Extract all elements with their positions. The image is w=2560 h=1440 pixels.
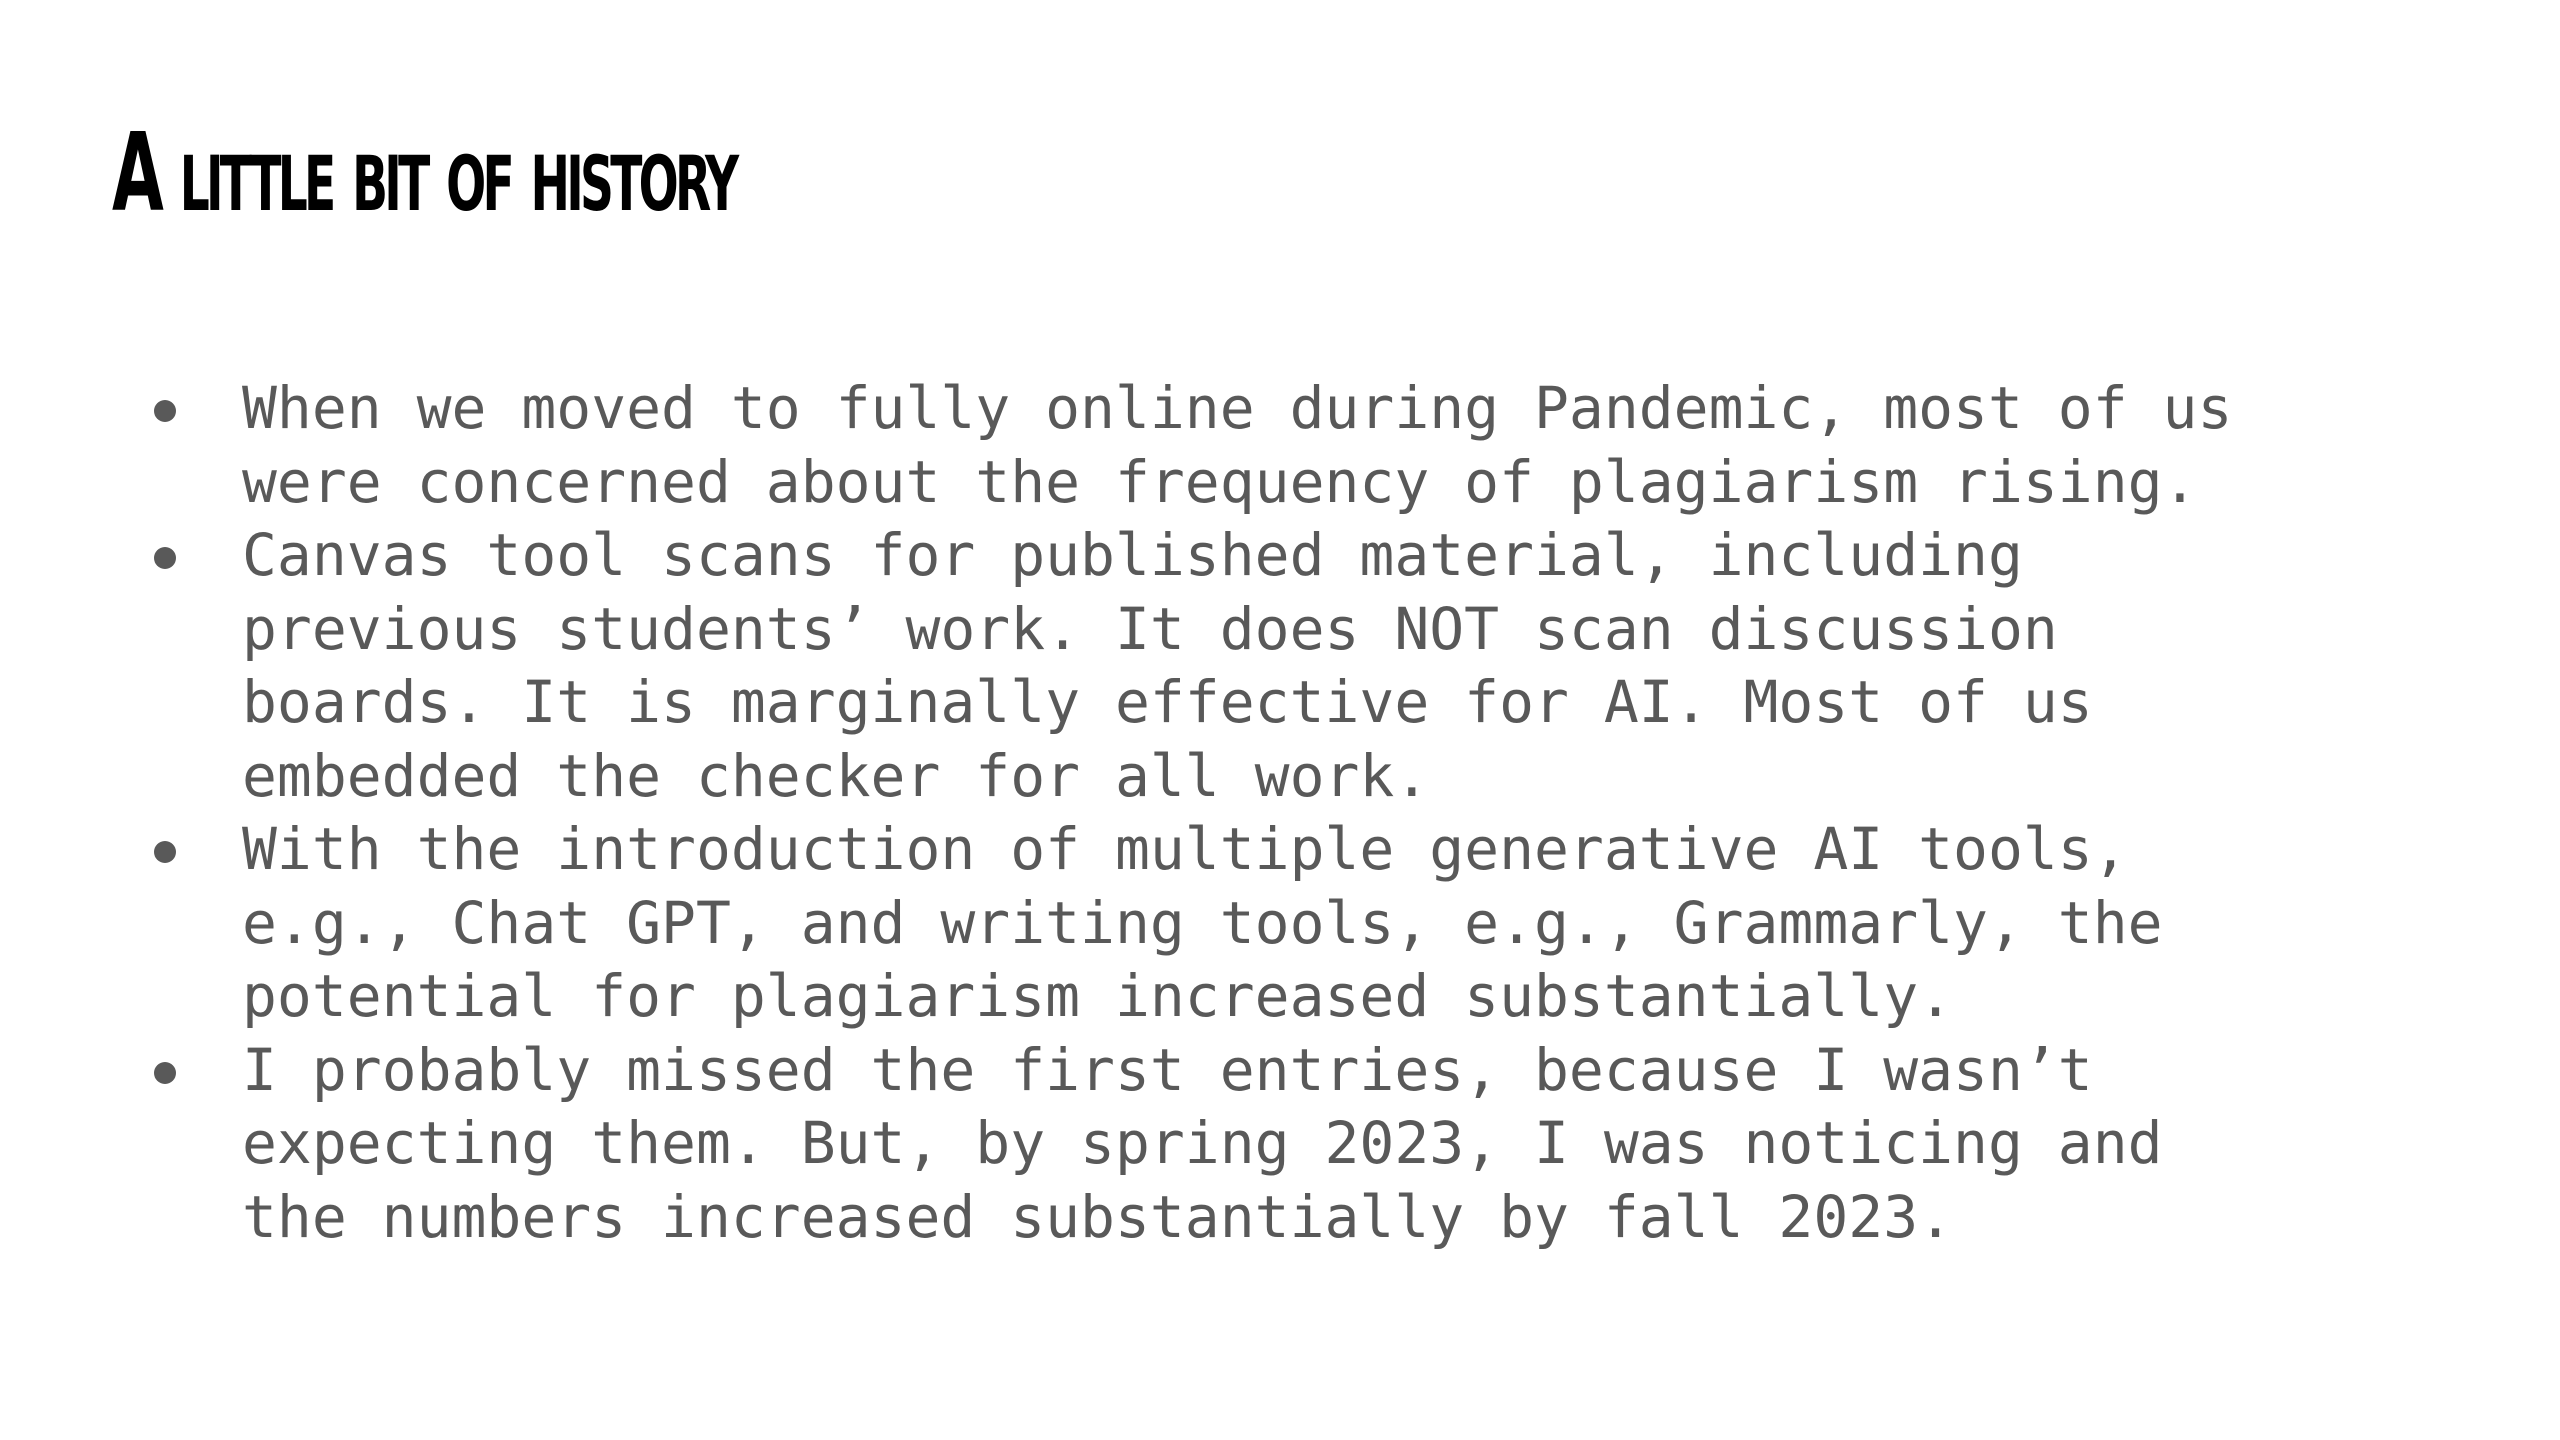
bullet-line: boards. It is marginally effective for AI. Most of us — [242, 668, 2093, 736]
bullet-item — [140, 813, 2460, 1034]
bullet-line: expecting them. But, by spring 2023, I was noticing and — [242, 1109, 2163, 1177]
bullet-dot-icon — [154, 841, 176, 863]
bullet-list — [140, 372, 2460, 1254]
bullet-line: were concerned about the frequency of plagiarism rising. — [242, 447, 2198, 516]
bullet-line: Canvas tool scans for published material, including — [242, 521, 2023, 589]
bullet-line: previous students’ work. It does NOT scan discussion — [242, 594, 2058, 663]
bullet-item — [140, 372, 2460, 519]
bullet-line: I probably missed the first entries, because I wasn’t — [242, 1035, 2093, 1104]
bullet-dot-icon — [154, 1062, 176, 1084]
bullet-line: potential for plagiarism increased substantially. — [242, 962, 1954, 1030]
slide-title: A little bit of history — [112, 111, 736, 236]
bullet-item — [140, 1034, 2460, 1255]
bullet-item — [140, 519, 2460, 813]
bullet-line: embedded the checker for all work. — [242, 741, 1430, 810]
bullet-dot-icon — [154, 547, 176, 569]
bullet-line: e.g., Chat GPT, and writing tools, e.g., Grammarly, the — [242, 888, 2163, 957]
bullet-line: When we moved to fully online during Pandemic, most of us — [242, 374, 2233, 442]
bullet-line: With the introduction of multiple generative AI tools, — [242, 815, 2128, 883]
bullet-dot-icon — [154, 400, 176, 422]
bullet-line: the numbers increased substantially by fall 2023. — [242, 1182, 1954, 1251]
